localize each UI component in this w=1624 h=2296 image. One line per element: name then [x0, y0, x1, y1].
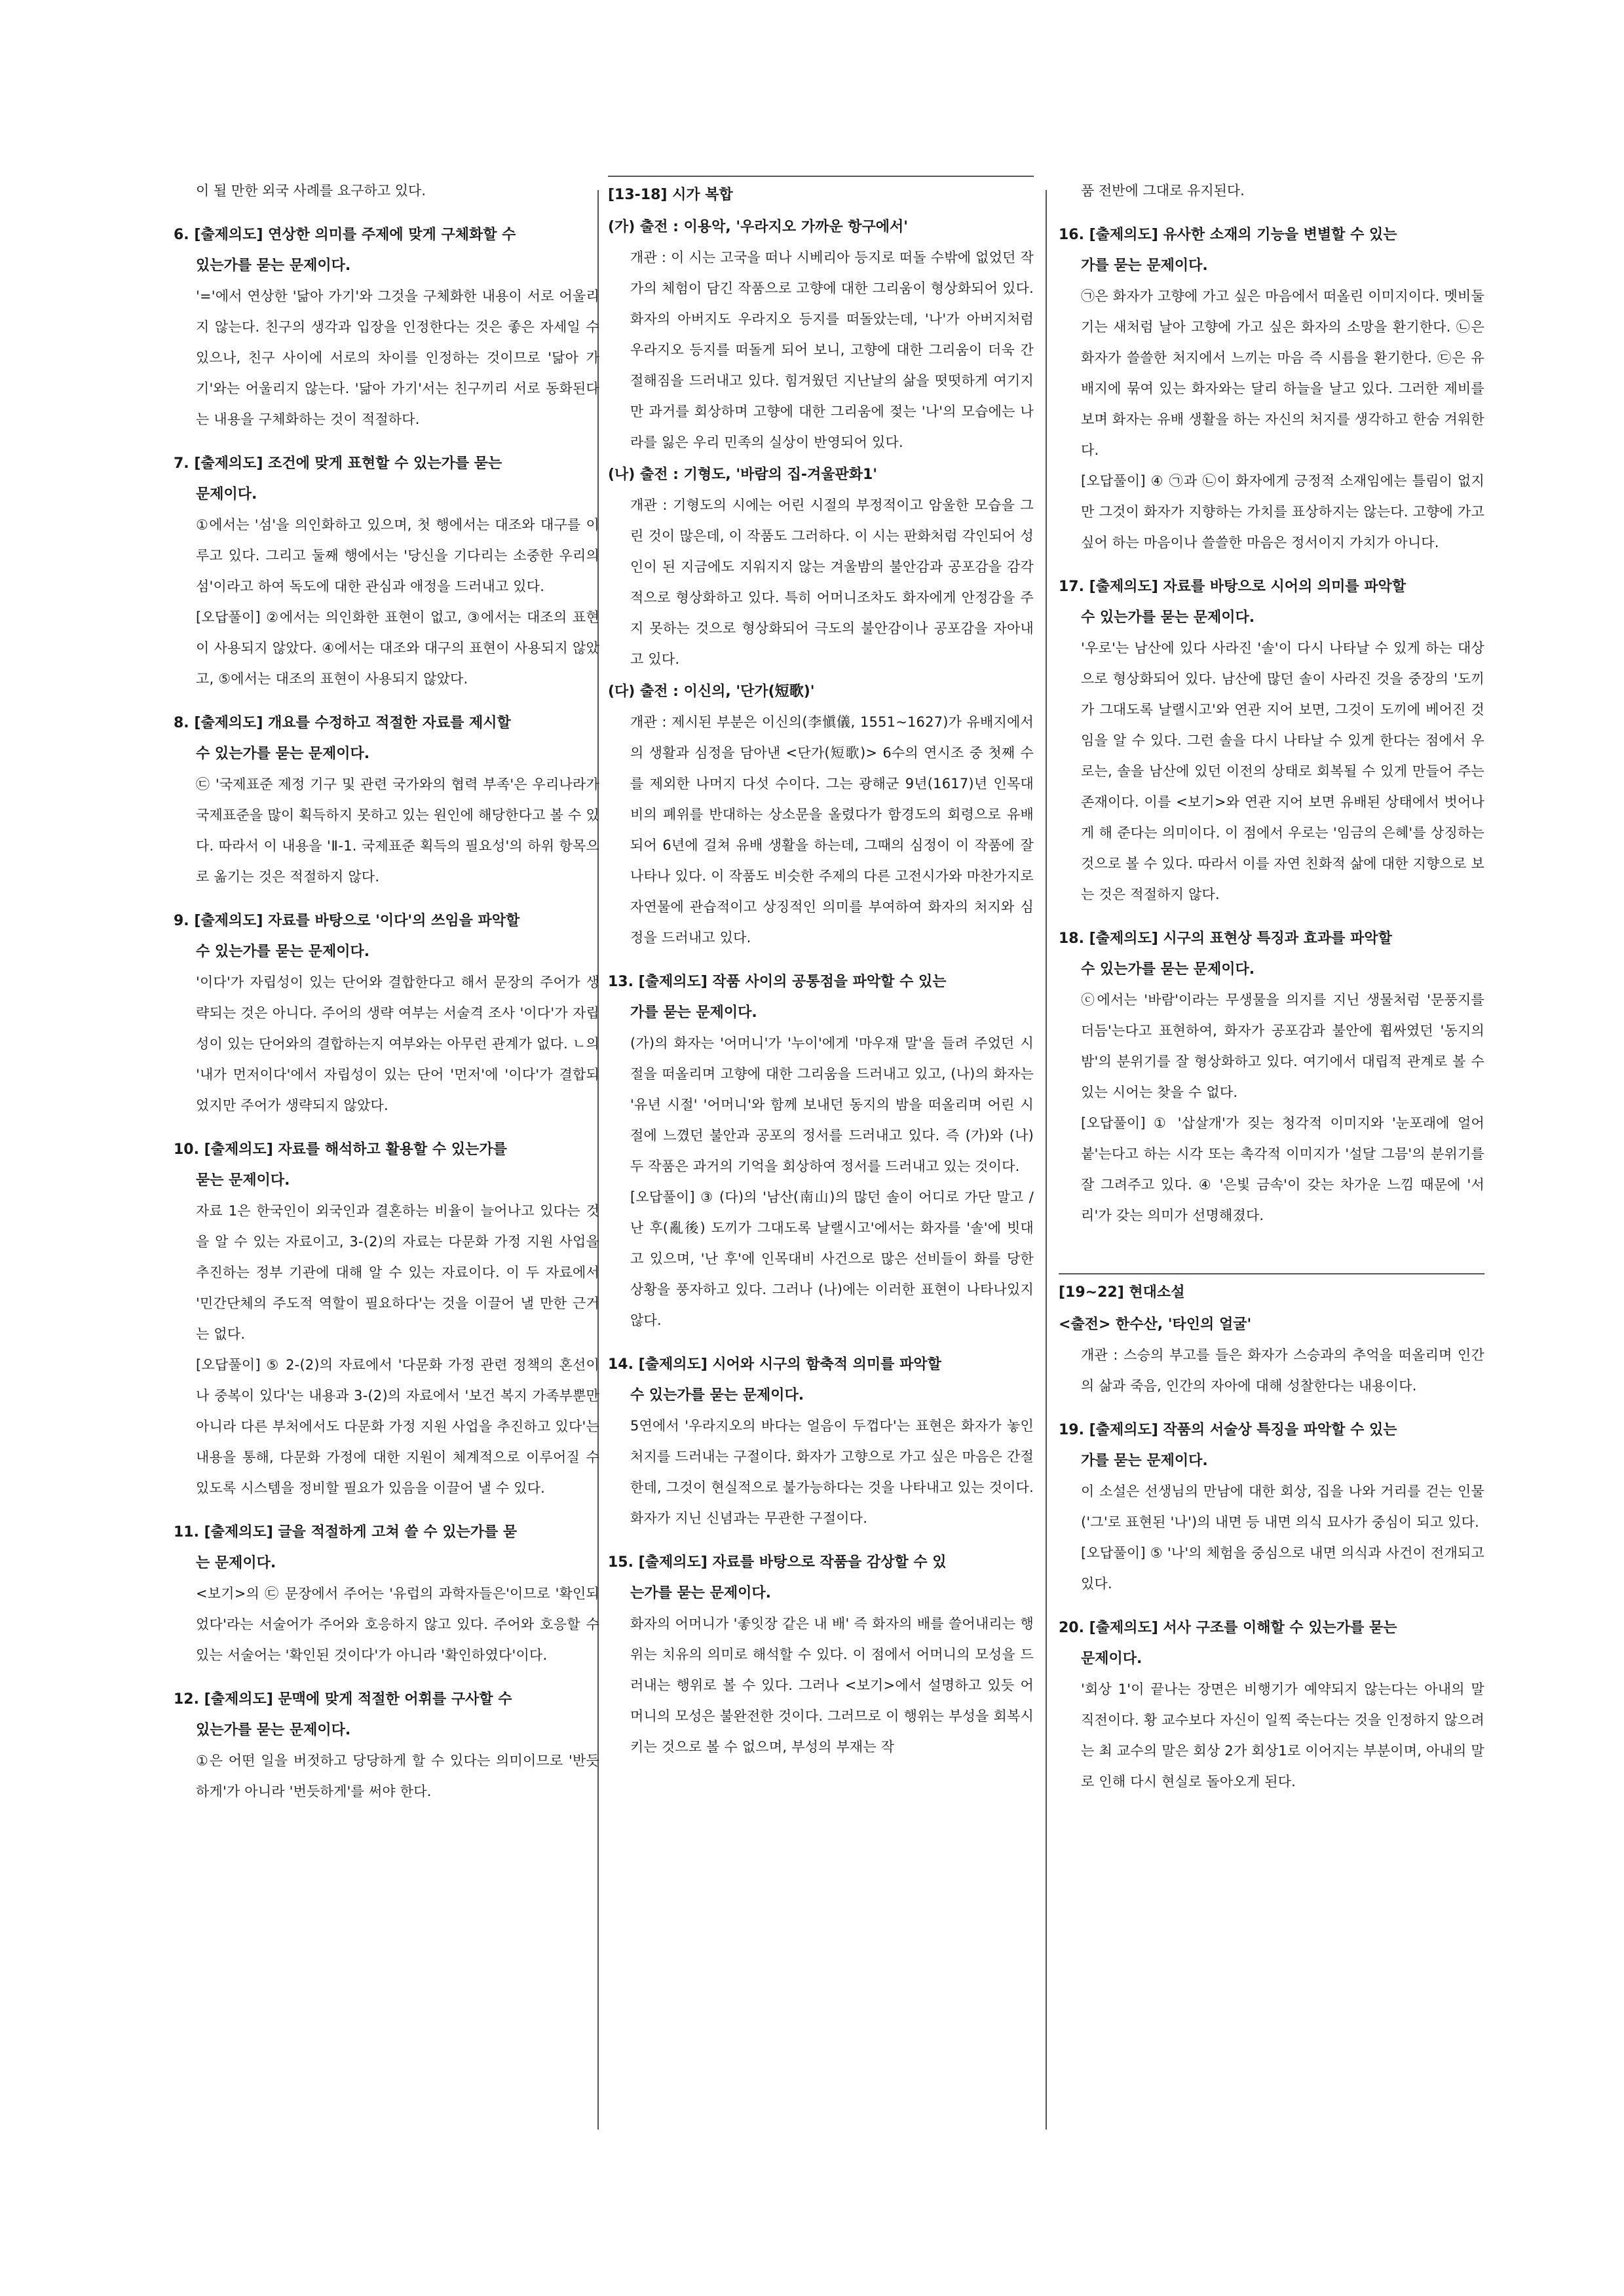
item-9-title: 9. [출제의도] 자료를 바탕으로 '이다'의 쓰임을 파악할 수 있는가를 묻는 문제이다.: [174, 913, 520, 960]
item-17-body: '우로'는 남산에 있다 사라진 '솔'이 다시 나타날 수 있게 하는 대상으로 형상화되어 있다. 남산에 많던 솔이 사라진 것을 중장의 '도끼가 그대도록 날랠시고'와 연관 지어 보면, 그것이 도끼에 베어진 것임을 알 수 있다. 그런 솔을 다시 나타날 수 있게 한다는 점에서 우로는, 솔을 남산에 있던 이전의 상태로 회복될 수 있게 만들어 주는 존재이다. 이를 <보기>와 연관 지어 보면 유배된 상태에서 벗어나게 해 준다는 의미이다. 이 점에서 우로는 '임금의 은혜'를 상징하는 것으로 볼 수 있다. 따라서 이를 자연 친화적 삶에 대한 지향으로 보는 것은 적절하지 않다.: [1081, 640, 1484, 902]
item-11-body: <보기>의 ㉢ 문장에서 주어는 '유럽의 과학자들은'이므로 '확인되었다'라는 서술어가 주어와 호응하지 않고 있다. 주어와 호응할 수 있는 서술어는 '확인된 것이다'가 아니라 '확인하였다'이다.: [196, 1586, 599, 1663]
source-ga: (가) 출전 : 이용악, '우라지오 가까운 항구에서': [608, 219, 908, 235]
column-1: [174, 176, 599, 1807]
overview-da: 개관 : 제시된 부분은 이신의(李愼儀, 1551~1627)가 유배지에서의 생활과 심정을 담아낸 <단가(短歌)> 6수의 연시조 중 첫째 수를 제외한 나머지 다섯 수이다. 그는 광해군 9년(1617)년 인목대비의 폐위를 반대하는 상소문을 올렸다가 함경도의 회령으로 유배되어 6년에 걸쳐 유배 생활을 하는데, 그때의 심정이 이 작품에 잘 나타나 있다. 이 작품도 비슷한 주제의 다른 고전시가와 마찬가지로 자연물에 관습적이고 상징적인 의미를 부여하여 화자의 처지와 심정을 드러내고 있다.: [630, 714, 1034, 946]
item-15-body: 화자의 어머니가 '좋잇장 같은 내 배' 즉 화자의 배를 쓸어내리는 행위는 치유의 의미로 해석할 수 있다. 이 점에서 어머니의 모성을 드러내는 행위로 볼 수 있다. 그러나 <보기>에서 설명하고 있듯 어머니의 모성은 불완전한 것이다. 그러므로 이 행위는 부성을 회복시키는 것으로 볼 수 없으며, 부성의 부재는 작: [630, 1616, 1034, 1755]
item-20-body: '회상 1'이 끝나는 장면은 비행기가 예약되지 않는다는 아내의 말 직전이다. 황 교수보다 자신이 일찍 죽는다는 것을 인정하지 않으려는 최 교수의 말은 회상 2가 회상1로 이어지는 부분이며, 아내의 말로 인해 다시 현실로 돌아오게 된다.: [1081, 1681, 1484, 1789]
item-14-title: 14. [출제의도] 시어와 시구의 함축적 의미를 파악할 수 있는가를 묻는 문제이다.: [608, 1356, 941, 1404]
item-6-title: 6. [출제의도] 연상한 의미를 주제에 맞게 구체화할 수 있는가를 묻는 문제이다.: [174, 227, 516, 274]
item-7-body: ①에서는 '섬'을 의인화하고 있으며, 첫 행에서는 대조와 대구를 이루고 있다. 그리고 둘째 행에서는 '당신을 기다리는 소중한 우리의 섬'이라고 하여 독도에 대한 관심과 애정을 드러내고 있다.: [196, 517, 599, 594]
item-7-title: 7. [출제의도] 조건에 맞게 표현할 수 있는가를 묻는 문제이다.: [174, 455, 502, 503]
item-6-body: '='에서 연상한 '닮아 가기'와 그것을 구체화한 내용이 서로 어울리지 않는다. 친구의 생각과 입장을 인정한다는 것은 좋은 자세일 수 있으나, 친구 사이에 서로의 차이를 인정하는 것이므로 '닮아 가기'와는 어울리지 않는다. '닮아 가기'서는 친구끼리 서로 동화된다는 내용을 구체화하는 것이 적절하다.: [196, 288, 599, 427]
item-19-body: 이 소설은 선생님의 만남에 대한 회상, 집을 나와 거리를 걷는 인물('그'로 표현된 '나')의 내면 등 내면 의식 묘사가 중심이 되고 있다.: [1081, 1483, 1484, 1530]
section-heading-poetry: [13-18] 시가 복합: [608, 176, 1034, 210]
item-19-title: 19. [출제의도] 작품의 서술상 특징을 파악할 수 있는 가를 묻는 문제이다.: [1059, 1422, 1397, 1469]
item-18-title: 18. [출제의도] 시구의 표현상 특징과 효과를 파악할 수 있는가를 묻는 문제이다.: [1059, 930, 1392, 978]
item-18-body: ⓒ에서는 '바람'이라는 무생물을 의지를 지닌 생물처럼 '문풍지를 더듬'는다고 표현하여, 화자가 공포감과 불안에 휩싸였던 '동지의 밤'의 분위기를 잘 형상화하고 있다. 여기에서 대립적 관계로 볼 수 있는 시어는 찾을 수 없다.: [1081, 992, 1484, 1100]
overview-na: 개관 : 기형도의 시에는 어린 시절의 부정적이고 암울한 모습을 그린 것이 많은데, 이 작품도 그러하다. 이 시는 판화처럼 각인되어 성인이 된 지금에도 지워지지 않는 겨울밤의 불안감과 공포감을 감각적으로 형상화하고 있다. 특히 어머니조차도 화자에게 안정감을 주지 못하는 것으로 형상화되어 극도의 불안감이나 공포감을 자아내고 있다.: [630, 497, 1034, 667]
item-16-wrong-answer: [오답풀이] ④ ㉠과 ㉡이 화자에게 긍정적 소재임에는 틀림이 없지만 그것이 화자가 지향하는 가치를 표상하지는 않는다. 고향에 가고 싶어 하는 마음이나 쓸쓸한 마음은 정서이지 가치가 아니다.: [1081, 473, 1484, 550]
overview-ga: 개관 : 이 시는 고국을 떠나 시베리아 등지로 떠돌 수밖에 없었던 작가의 체험이 담긴 작품으로 고향에 대한 그리움이 형상화되어 있다. 화자의 아버지도 우라지오 등지를 떠돌았는데, '나'가 아버지처럼 우라지오 등지를 떠돌게 되어 보니, 고향에 대한 그리움이 더욱 간절해짐을 드러내고 있다. 힘겨웠던 지난날의 삶을 떳떳하게 여기지만 과거를 회상하며 고향에 대한 그리움에 젖는 '나'의 모습에는 나라를 잃은 우리 민족의 실상이 반영되어 있다.: [630, 250, 1034, 450]
item-13-title: 13. [출제의도] 작품 사이의 공통점을 파악할 수 있는 가를 묻는 문제이다.: [608, 974, 947, 1021]
item-13-body: (가)의 화자는 '어머니'가 '누이'에게 '마우재 말'을 들려 주었던 시절을 떠올리며 고향에 대한 그리움을 드러내고 있고, (나)의 화자는 '유년 시절' '어머니'와 함께 보내던 동지의 밤을 떠올리며 어린 시절에 느꼈던 불안과 공포의 정서를 드러내고 있다. 즉 (가)와 (나) 두 작품은 과거의 기억을 회상하여 정서를 드러내고 있는 것이다.: [630, 1035, 1034, 1174]
item-10-body: 자료 1은 한국인이 외국인과 결혼하는 비율이 늘어나고 있다는 것을 알 수 있는 자료이고, 3-(2)의 자료는 다문화 가정 지원 사업을 추진하는 정부 기관에 대해 알 수 있는 자료이다. 이 두 자료에서 '민간단체의 주도적 역할이 필요하다'는 것을 이끌어 낼 만한 근거는 없다.: [196, 1203, 599, 1342]
continued-text: 이 될 만한 외국 사례를 요구하고 있다.: [196, 183, 426, 199]
item-12-body: ①은 어떤 일을 버젓하고 당당하게 할 수 있다는 의미이므로 '반듯하게'가 아니라 '번듯하게'를 써야 한다.: [196, 1753, 599, 1799]
item-17-title: 17. [출제의도] 자료를 바탕으로 시어의 의미를 파악할 수 있는가를 묻는 문제이다.: [1059, 579, 1407, 626]
item-11-title: 11. [출제의도] 글을 적절하게 고쳐 쓸 수 있는가를 묻 는 문제이다.: [174, 1524, 518, 1571]
item-15-title: 15. [출제의도] 자료를 바탕으로 작품을 감상할 수 있 는가를 묻는 문제이다.: [608, 1554, 947, 1601]
item-18-wrong-answer: [오답풀이] ① '삽살개'가 짖는 청각적 이미지와 '눈포래에 얼어붙'는다고 하는 시각 또는 촉각적 이미지가 '설달 그믐'의 분위기를 잘 그려주고 있다. ④ '은빛 금속'이 갖는 차가운 느낌 때문에 '서리'가 갖는 의미가 선명해졌다.: [1081, 1115, 1484, 1223]
item-12-title: 12. [출제의도] 문맥에 맞게 적절한 어휘를 구사할 수 있는가를 묻는 문제이다.: [174, 1691, 512, 1738]
item-10-wrong-answer: [오답풀이] ⑤ 2-(2)의 자료에서 '다문화 가정 관련 정책의 혼선이나 중복이 있다'는 내용과 3-(2)의 자료에서 '보건 복지 가족부뿐만 아니라 다른 부처에서도 다문화 가정 지원 사업을 추진하고 있다'는 내용을 통해, 다문화 가정에 대한 지원이 체계적으로 이루어질 수 있도록 시스템을 정비할 필요가 있음을 이끌어 낼 수 있다.: [196, 1357, 599, 1496]
item-8-title: 8. [출제의도] 개요를 수정하고 적절한 자료를 제시할 수 있는가를 묻는 문제이다.: [174, 715, 511, 762]
continued-text: 품 전반에 그대로 유지된다.: [1081, 183, 1245, 199]
item-16-title: 16. [출제의도] 유사한 소재의 기능을 변별할 수 있는 가를 묻는 문제이다.: [1059, 227, 1397, 274]
item-13-wrong-answer: [오답풀이] ③ (다)의 '남산(南山)의 많던 솔이 어디로 가단 말고 / 난 후(亂後) 도끼가 그대도록 날랠시고'에서는 화자를 '솔'에 빗대고 있으며, '난 후'에 인목대비 사건으로 많은 선비들이 화를 당한 상황을 풍자하고 있다. 그러나 (나)에는 이러한 표현이 나타나있지 않다.: [630, 1189, 1034, 1328]
item-8-body: ㉢ '국제표준 제정 기구 및 관련 국가와의 협력 부족'은 우리나라가 국제표준을 많이 획득하지 못하고 있는 원인에 해당한다고 볼 수 있다. 따라서 이 내용을 'Ⅱ-1. 국제표준 획득의 필요성'의 하위 항목으로 옮기는 것은 적절하지 않다.: [196, 776, 599, 885]
item-16-body: ㉠은 화자가 고향에 가고 싶은 마음에서 떠올린 이미지이다. 멧비둘기는 새처럼 날아 고향에 가고 싶은 화자의 소망을 환기한다. ㉡은 화자가 쓸쓸한 처지에서 느끼는 마음 즉 시름을 환기한다. ㉢은 유배지에 묶여 있는 화자와는 달리 하늘을 날고 있다. 그러한 제비를 보며 화자는 유배 생활을 하는 자신의 처지를 생각하고 한숨 겨워한다.: [1081, 288, 1484, 458]
source-da: (다) 출전 : 이신의, '단가(短歌)': [608, 683, 815, 700]
source-na: (나) 출전 : 기형도, '바람의 집-겨울판화1': [608, 467, 877, 483]
section-heading-novel: [19~22] 현대소설: [1059, 1273, 1484, 1308]
item-14-body: 5연에서 '우라지오의 바다는 얼음이 두껍다'는 표현은 화자가 놓인 처지를 드러내는 구절이다. 화자가 고향으로 가고 싶은 마음은 간절한데, 그것이 현실적으로 불가능하다는 것을 나타내고 있는 것이다. 화자가 지닌 신념과는 무관한 구절이다.: [630, 1418, 1034, 1526]
overview-novel: 개관 : 스승의 부고를 들은 화자가 스승과의 추억을 떠올리며 인간의 삶과 죽음, 인간의 자아에 대해 성찰한다는 내용이다.: [1081, 1347, 1484, 1394]
column-divider-right: [1046, 190, 1047, 2130]
item-9-body: '이다'가 자립성이 있는 단어와 결합한다고 해서 문장의 주어가 생략되는 것은 아니다. 주어의 생략 여부는 서술격 조사 '이다'가 자립성이 있는 단어와의 결합하는지 여부와는 아무런 관계가 없다. ㄴ의 '내가 먼저이다'에서 자립성이 있는 단어 '먼저'에 '이다'가 결합되었지만 주어가 생략되지 않았다.: [196, 974, 599, 1113]
column-2: [608, 176, 1034, 1763]
column-3: [1059, 176, 1484, 1797]
item-10-title: 10. [출제의도] 자료를 해석하고 활용할 수 있는가를 묻는 문제이다.: [174, 1141, 507, 1189]
item-7-wrong-answer: [오답풀이] ②에서는 의인화한 표현이 없고, ③에서는 대조의 표현이 사용되지 않았다. ④에서는 대조와 대구의 표현이 사용되지 않았고, ⑤에서는 대조의 표현이 사용되지 않았다.: [196, 609, 599, 687]
source-novel: <출전> 한수산, '타인의 얼굴': [1059, 1316, 1252, 1333]
item-20-title: 20. [출제의도] 서사 구조를 이해할 수 있는가를 묻는 문제이다.: [1059, 1620, 1397, 1667]
item-19-wrong-answer: [오답풀이] ⑤ '나'의 체험을 중심으로 내면 의식과 사건이 전개되고 있다.: [1081, 1545, 1484, 1592]
